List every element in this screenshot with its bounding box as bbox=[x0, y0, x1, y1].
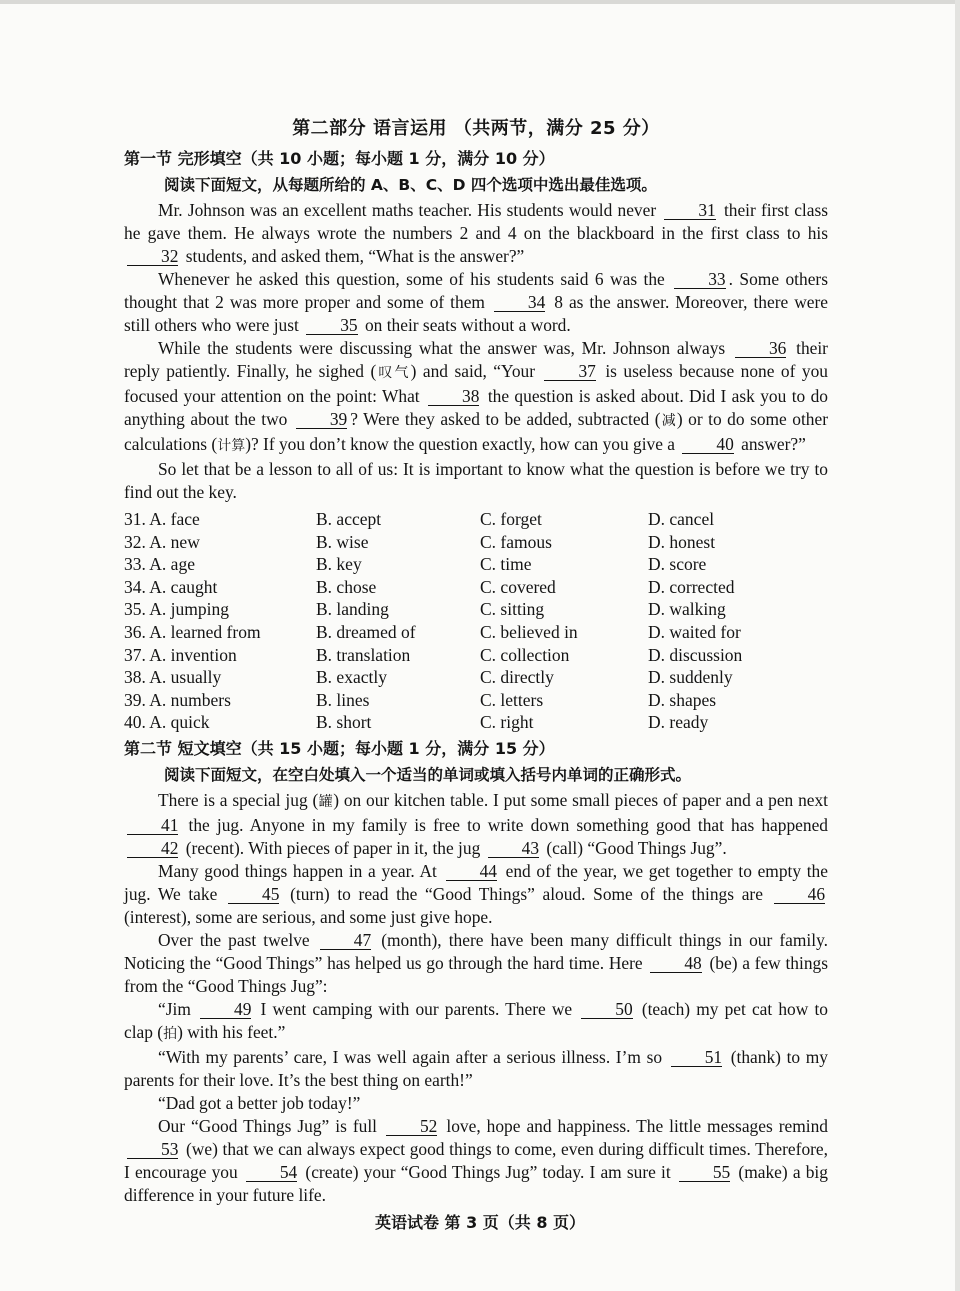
option-a: 31. A. face bbox=[124, 509, 200, 529]
option-d: D. walking bbox=[648, 599, 726, 620]
option-b: B. landing bbox=[316, 599, 389, 620]
option-row bbox=[124, 644, 828, 667]
option-c: C. covered bbox=[480, 576, 556, 597]
option-b: B. chose bbox=[316, 576, 377, 597]
option-row bbox=[124, 666, 828, 689]
text: (interest), some are serious, and some just give hope. bbox=[124, 906, 493, 927]
option-a: 40. A. quick bbox=[124, 712, 210, 733]
gapfill-paragraph-2 bbox=[124, 860, 828, 929]
text: students, and asked them, “What is the answer?” bbox=[185, 246, 525, 266]
text: (we) that we can always expect good things to come, even during difficult times. Therefore, I encourage you bbox=[124, 1138, 828, 1182]
option-b: B. wise bbox=[316, 531, 369, 552]
blank-35: 35 bbox=[306, 317, 357, 335]
blank-45: 45 bbox=[228, 886, 279, 904]
option-d: D. score bbox=[648, 554, 707, 575]
blank-32: 32 bbox=[127, 248, 178, 266]
scan-edge-top bbox=[0, 0, 960, 4]
blank-39: 39 bbox=[296, 411, 347, 429]
text: There is a special jug ( bbox=[158, 789, 319, 810]
blank-48: 48 bbox=[650, 955, 701, 973]
text: )? If you don’t know the question exactly, how can you give a bbox=[245, 434, 676, 454]
option-d: D. honest bbox=[648, 531, 716, 552]
option-a: 38. A. usually bbox=[124, 667, 222, 688]
option-c: C. sitting bbox=[480, 599, 545, 620]
cn-gloss: 减 bbox=[660, 413, 677, 429]
text: Mr. Johnson was an excellent maths teacher. His students would never bbox=[158, 200, 657, 220]
text: the jug. Anyone in my family is free to write down something good that has happened bbox=[188, 814, 828, 835]
blank-46: 46 bbox=[774, 886, 825, 904]
option-c: C. letters bbox=[480, 689, 544, 710]
option-row bbox=[124, 508, 828, 531]
text: on their seats without a word. bbox=[364, 315, 571, 335]
text: (teach) my pet cat how to clap ( bbox=[124, 998, 828, 1042]
option-d: D. ready bbox=[648, 712, 709, 733]
section1-title: 第一节 完形填空（共 10 小题；每小题 1 分，满分 10 分） bbox=[124, 149, 555, 168]
blank-53: 53 bbox=[127, 1141, 178, 1159]
text: Over the past twelve bbox=[158, 929, 310, 950]
option-row bbox=[124, 621, 828, 644]
text: ) or to do some other calculations ( bbox=[124, 409, 829, 454]
option-a: 32. A. new bbox=[124, 531, 200, 552]
blank-51: 51 bbox=[671, 1049, 722, 1067]
option-b: B. accept bbox=[316, 509, 382, 529]
blank-44: 44 bbox=[446, 863, 497, 881]
option-row bbox=[124, 553, 828, 576]
text: (call) “Good Things Jug”. bbox=[546, 837, 727, 858]
text: their reply patiently. Finally, he sighed ( bbox=[124, 338, 828, 381]
text: (make) a big difference in your future life. bbox=[124, 1161, 828, 1205]
text: ) with his feet.” bbox=[177, 1021, 286, 1042]
option-c: C. famous bbox=[480, 531, 552, 552]
text: Many good things happen in a year. At bbox=[158, 860, 437, 881]
blank-40: 40 bbox=[682, 436, 733, 454]
cloze-paragraph-1 bbox=[124, 199, 828, 268]
text: Whenever he asked this question, some of his students said 6 was the bbox=[158, 269, 665, 289]
section2-title: 第二节 短文填空（共 15 小题；每小题 1 分，满分 15 分） bbox=[124, 738, 555, 758]
option-c: C. right bbox=[480, 712, 534, 733]
gapfill-paragraph-6: “Dad got a better job today!” bbox=[158, 1092, 361, 1113]
page-footer: 英语试卷 第 3 页（共 8 页） bbox=[374, 1213, 586, 1232]
exam-page bbox=[124, 114, 828, 1207]
gapfill-paragraph-4 bbox=[124, 998, 828, 1046]
text: . Some others thought that 2 was more proper and some of them bbox=[124, 269, 828, 312]
text: ? Were they asked to be added, subtracted ( bbox=[350, 409, 661, 429]
text: ) and said, “Your bbox=[410, 361, 536, 381]
blank-33: 33 bbox=[674, 271, 725, 289]
text: the question is asked about. Did I ask you to do anything about the two bbox=[124, 386, 828, 429]
option-a: 39. A. numbers bbox=[124, 689, 231, 710]
text: answer?” bbox=[741, 434, 806, 454]
text: “Jim bbox=[158, 998, 191, 1019]
gapfill-paragraph-1 bbox=[124, 789, 828, 860]
option-a: 37. A. invention bbox=[124, 644, 237, 665]
blank-34: 34 bbox=[494, 294, 545, 312]
text: ) on our kitchen table. I put some small pieces of paper and a pen next bbox=[333, 789, 829, 810]
text: (recent). With pieces of paper in it, the jug bbox=[185, 837, 481, 858]
option-d: D. waited for bbox=[648, 621, 741, 642]
cloze-paragraph-3 bbox=[124, 337, 828, 458]
blank-50: 50 bbox=[581, 1001, 632, 1019]
option-c: C. collection bbox=[480, 644, 570, 665]
scan-edge-right bbox=[955, 0, 960, 1291]
option-b: B. key bbox=[316, 554, 362, 575]
option-row bbox=[124, 689, 828, 712]
text: I went camping with our parents. There we bbox=[260, 998, 573, 1019]
blank-42: 42 bbox=[127, 840, 178, 858]
text: (thank) to my parents for their love. It’s the best thing on earth!” bbox=[124, 1046, 828, 1090]
option-b: B. short bbox=[316, 712, 372, 733]
blank-47: 47 bbox=[320, 932, 371, 950]
option-row bbox=[124, 576, 828, 599]
option-b: B. translation bbox=[316, 644, 411, 665]
text: Our “Good Things Jug” is full bbox=[158, 1115, 377, 1136]
option-row bbox=[124, 531, 828, 554]
option-c: C. believed in bbox=[480, 621, 578, 642]
section2-instruction: 阅读下面短文，在空白处填入一个适当的单词或填入括号内单词的正确形式。 bbox=[164, 765, 692, 784]
blank-36: 36 bbox=[735, 340, 786, 358]
blank-41: 41 bbox=[127, 817, 178, 835]
option-b: B. exactly bbox=[316, 667, 387, 688]
blank-37: 37 bbox=[544, 363, 595, 381]
text: is useless because none of you focused your attention on the point: What bbox=[124, 361, 828, 406]
cn-gloss: 罐 bbox=[318, 793, 334, 810]
text: 8 as the answer. Moreover, there were still others who were just bbox=[124, 292, 828, 335]
text: (be) a few things from the “Good Things Jug”: bbox=[124, 952, 828, 996]
option-d: D. shapes bbox=[648, 689, 717, 710]
part-title: 第二部分 语言运用 （共两节，满分 25 分） bbox=[292, 118, 660, 139]
cn-gloss: 叹气 bbox=[376, 365, 411, 381]
option-b: B. dreamed of bbox=[316, 621, 416, 642]
blank-52: 52 bbox=[386, 1118, 437, 1136]
option-row bbox=[124, 598, 828, 621]
text: (turn) to read the “Good Things” aloud. Some of the things are bbox=[290, 883, 763, 904]
text: their first class he gave them. He always wrote the numbers 2 and 4 on the blackboard in the first class to his bbox=[124, 200, 829, 243]
option-d: D. suddenly bbox=[648, 667, 733, 688]
text: end of the year, we get together to empty the jug. We take bbox=[124, 860, 828, 904]
cn-gloss: 拍 bbox=[163, 1025, 178, 1042]
option-a: 35. A. jumping bbox=[124, 599, 230, 620]
text: (month), there have been many difficult things in our family. Noticing the “Good Things” has helped us go through the hard time. Here bbox=[124, 929, 828, 973]
cloze-paragraph-2 bbox=[124, 268, 828, 337]
option-c: C. directly bbox=[480, 667, 554, 688]
option-a: 34. A. caught bbox=[124, 576, 218, 597]
option-d: D. cancel bbox=[648, 509, 715, 529]
text: While the students were discussing what the answer was, Mr. Johnson always bbox=[158, 338, 726, 358]
option-c: C. time bbox=[480, 554, 532, 575]
cloze-paragraph-4: So let that be a lesson to all of us: It is important to know what the question is before we try to find out the key. bbox=[124, 459, 828, 502]
option-b: B. lines bbox=[316, 689, 370, 710]
blank-55: 55 bbox=[679, 1164, 730, 1182]
blank-38: 38 bbox=[428, 388, 479, 406]
gapfill-paragraph-3 bbox=[124, 929, 828, 998]
blank-49: 49 bbox=[200, 1001, 251, 1019]
text: “With my parents’ care, I was well again after a serious illness. I’m so bbox=[158, 1046, 663, 1067]
section1-instruction: 阅读下面短文，从每题所给的 A、B、C、D 四个选项中选出最佳选项。 bbox=[164, 176, 657, 194]
cn-gloss: 计算 bbox=[217, 438, 246, 454]
blank-54: 54 bbox=[246, 1164, 297, 1182]
text: (create) your “Good Things Jug” today. I am sure it bbox=[305, 1161, 671, 1182]
gapfill-paragraph-7 bbox=[124, 1115, 828, 1207]
option-a: 36. A. learned from bbox=[124, 621, 261, 642]
blank-43: 43 bbox=[488, 840, 539, 858]
cloze-options bbox=[124, 508, 828, 734]
option-d: D. discussion bbox=[648, 644, 743, 665]
option-row bbox=[124, 711, 828, 734]
option-a: 33. A. age bbox=[124, 554, 195, 575]
gapfill-paragraph-5 bbox=[124, 1046, 828, 1092]
option-c: C. forget bbox=[480, 509, 542, 529]
blank-31: 31 bbox=[664, 202, 715, 220]
option-d: D. corrected bbox=[648, 576, 735, 597]
text: love, hope and happiness. The little messages remind bbox=[446, 1115, 828, 1136]
